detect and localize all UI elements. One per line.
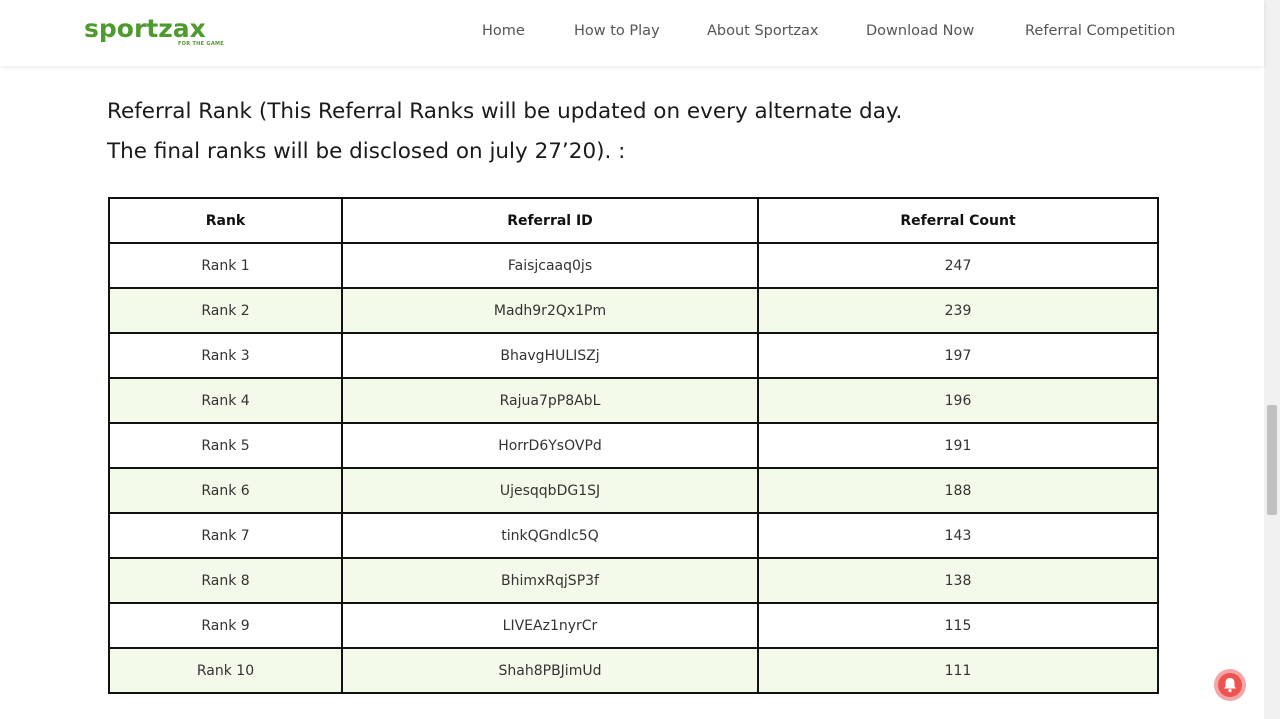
rank-cell: Rank 8 bbox=[109, 558, 342, 603]
referral-count-cell: 196 bbox=[758, 378, 1158, 423]
rank-cell: Rank 3 bbox=[109, 333, 342, 378]
notification-button[interactable] bbox=[1214, 669, 1246, 701]
referral-count-cell: 247 bbox=[758, 243, 1158, 288]
column-header-referral-count: Referral Count bbox=[758, 198, 1158, 243]
rank-cell: Rank 2 bbox=[109, 288, 342, 333]
referral-id-cell: HorrD6YsOVPd bbox=[342, 423, 758, 468]
rank-cell: Rank 9 bbox=[109, 603, 342, 648]
column-header-rank: Rank bbox=[109, 198, 342, 243]
logo-wordmark: sportzax bbox=[84, 14, 206, 43]
referral-id-cell: LIVEAz1nyrCr bbox=[342, 603, 758, 648]
referral-id-cell: Shah8PBJimUd bbox=[342, 648, 758, 693]
referral-count-cell: 115 bbox=[758, 603, 1158, 648]
rank-cell: Rank 1 bbox=[109, 243, 342, 288]
rank-cell: Rank 5 bbox=[109, 423, 342, 468]
nav-referral-competition[interactable]: Referral Competition bbox=[1025, 23, 1176, 39]
table-row bbox=[109, 513, 1158, 558]
page-heading bbox=[107, 92, 1167, 172]
referral-count-cell: 191 bbox=[758, 423, 1158, 468]
table-row bbox=[109, 378, 1158, 423]
table-row bbox=[109, 558, 1158, 603]
nav-about-sportzax[interactable]: About Sportzax bbox=[707, 23, 819, 39]
referral-count-cell: 143 bbox=[758, 513, 1158, 558]
table-row bbox=[109, 468, 1158, 513]
rank-cell: Rank 10 bbox=[109, 648, 342, 693]
scrollbar-thumb[interactable] bbox=[1267, 405, 1277, 515]
rank-cell: Rank 6 bbox=[109, 468, 342, 513]
rank-cell: Rank 4 bbox=[109, 378, 342, 423]
table-row bbox=[109, 423, 1158, 468]
heading-line-2: The final ranks will be disclosed on july 27’20). : bbox=[107, 139, 626, 164]
table-row bbox=[109, 288, 1158, 333]
table-header-row bbox=[109, 198, 1158, 243]
referral-id-cell: Rajua7pP8AbL bbox=[342, 378, 758, 423]
logo[interactable] bbox=[84, 14, 226, 50]
referral-count-cell: 111 bbox=[758, 648, 1158, 693]
nav-how-to-play[interactable]: How to Play bbox=[574, 23, 660, 39]
referral-rank-table bbox=[108, 197, 1159, 694]
referral-id-cell: Faisjcaaq0js bbox=[342, 243, 758, 288]
referral-count-cell: 188 bbox=[758, 468, 1158, 513]
referral-id-cell: BhimxRqjSP3f bbox=[342, 558, 758, 603]
referral-id-cell: tinkQGndlc5Q bbox=[342, 513, 758, 558]
table-row bbox=[109, 243, 1158, 288]
column-header-referral-id: Referral ID bbox=[342, 198, 758, 243]
referral-count-cell: 239 bbox=[758, 288, 1158, 333]
referral-id-cell: Madh9r2Qx1Pm bbox=[342, 288, 758, 333]
logo-tagline: FOR THE GAME bbox=[178, 41, 224, 47]
referral-id-cell: BhavgHULISZj bbox=[342, 333, 758, 378]
referral-id-cell: UjesqqbDG1SJ bbox=[342, 468, 758, 513]
nav-home[interactable]: Home bbox=[482, 23, 525, 39]
page-scrollbar[interactable] bbox=[1264, 0, 1280, 719]
table-row bbox=[109, 603, 1158, 648]
nav-download-now[interactable]: Download Now bbox=[866, 23, 975, 39]
heading-line-1: Referral Rank (This Referral Ranks will be updated on every alternate day. bbox=[107, 99, 903, 124]
referral-count-cell: 197 bbox=[758, 333, 1158, 378]
site-header bbox=[0, 0, 1264, 66]
referral-count-cell: 138 bbox=[758, 558, 1158, 603]
bell-icon bbox=[1220, 675, 1240, 695]
table-row bbox=[109, 333, 1158, 378]
rank-cell: Rank 7 bbox=[109, 513, 342, 558]
table-row bbox=[109, 648, 1158, 693]
